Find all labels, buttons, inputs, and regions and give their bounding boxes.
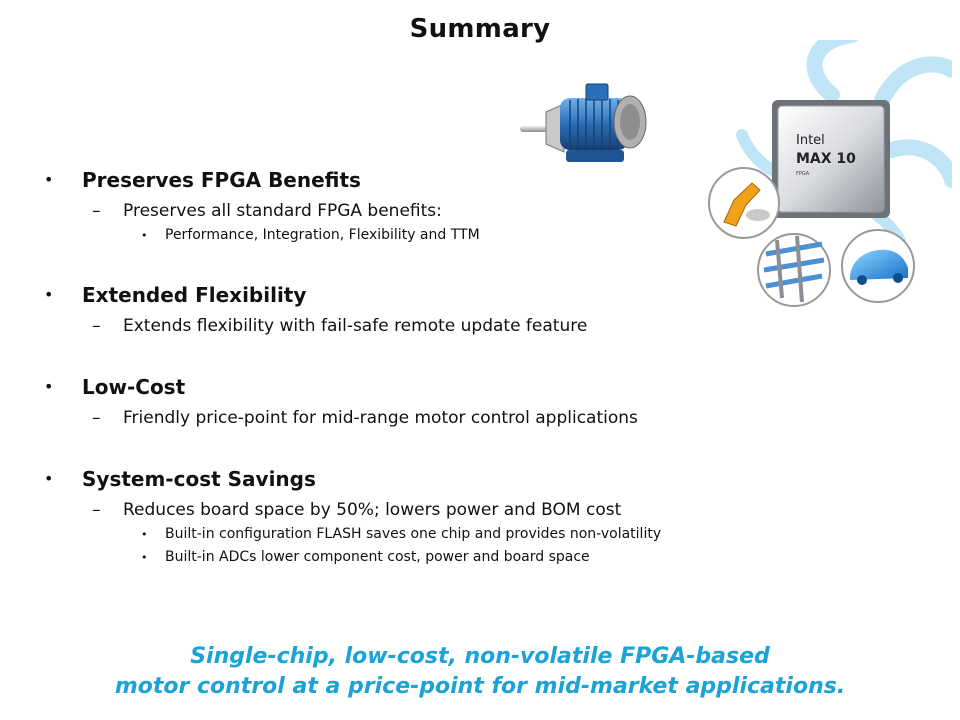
bullet-glyph: •: [141, 229, 148, 242]
tagline-line-2: motor control at a price-point for mid-market applications.: [114, 674, 846, 699]
bullet-glyph: •: [44, 377, 54, 396]
detail-bullet: [44, 523, 744, 546]
sub-bullet: [44, 198, 744, 224]
detail-text: Performance, Integration, Flexibility and TTM: [165, 227, 480, 243]
sub-bullet-text: Preserves all standard FPGA benefits:: [123, 201, 442, 221]
bullet-heading: [44, 281, 744, 309]
bullet-glyph: •: [44, 285, 54, 304]
bullet-glyph: •: [44, 170, 54, 189]
chip-product: MAX 10: [796, 151, 856, 167]
section-extended-flexibility: [44, 281, 744, 339]
section-system-cost-savings: [44, 465, 744, 569]
detail-bullet: [44, 224, 744, 247]
sub-bullet: [44, 497, 744, 523]
detail-bullet: [44, 546, 744, 569]
chip-icon: [772, 100, 890, 218]
chip-type: FPGA: [796, 171, 810, 177]
chip-brand: Intel: [796, 133, 825, 148]
car-icon: [842, 230, 914, 302]
bullet-heading: [44, 465, 744, 493]
conveyor-icon: [758, 234, 830, 306]
dash-glyph: –: [92, 408, 101, 428]
motor-icon: [516, 74, 656, 166]
sub-bullet: [44, 405, 744, 431]
bullet-heading: [44, 166, 744, 194]
slide-title: Summary: [409, 14, 551, 44]
bullet-list: [44, 166, 744, 603]
heading-text: System-cost Savings: [82, 467, 316, 491]
heading-text: Extended Flexibility: [82, 283, 307, 307]
dash-glyph: –: [92, 500, 101, 520]
section-low-cost: [44, 373, 744, 431]
bullet-glyph: •: [141, 528, 148, 541]
sub-bullet: [44, 313, 744, 339]
heading-text: Low-Cost: [82, 375, 186, 399]
dash-glyph: –: [92, 201, 101, 221]
sub-bullet-text: Reduces board space by 50%; lowers power and BOM cost: [123, 500, 622, 520]
detail-text: Built-in configuration FLASH saves one chip and provides non-volatility: [165, 526, 662, 542]
bullet-glyph: •: [141, 551, 148, 564]
bullet-glyph: •: [44, 469, 54, 488]
tagline-line-1: Single-chip, low-cost, non-volatile FPGA-based: [190, 644, 770, 669]
bullet-heading: [44, 373, 744, 401]
sub-bullet-text: Extends flexibility with fail-safe remote update feature: [123, 316, 588, 336]
dash-glyph: –: [92, 316, 101, 336]
section-fpga-benefits: [44, 166, 744, 247]
heading-text: Preserves FPGA Benefits: [82, 168, 361, 192]
detail-text: Built-in ADCs lower component cost, power and board space: [165, 549, 590, 565]
sub-bullet-text: Friendly price-point for mid-range motor control applications: [123, 408, 638, 428]
